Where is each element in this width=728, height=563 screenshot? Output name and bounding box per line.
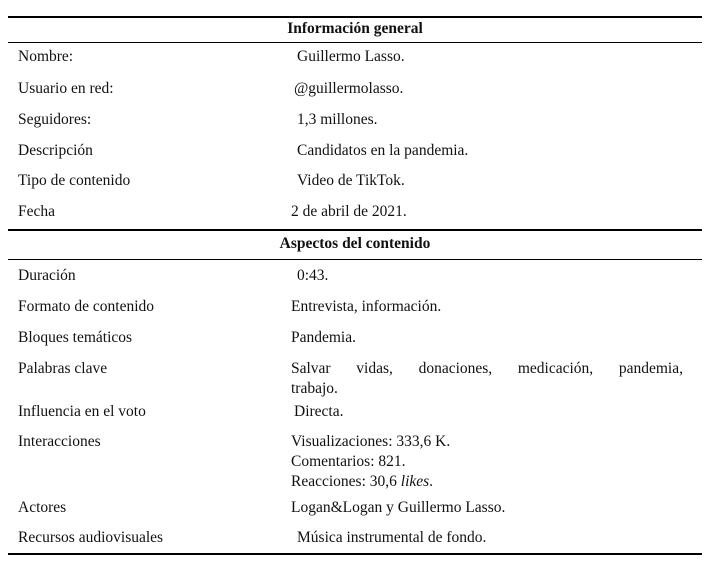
row-label-descripcion: Descripción — [18, 142, 93, 159]
header-rule-1 — [8, 42, 702, 43]
row-value-seguidores: 1,3 millones. — [297, 111, 378, 128]
row-value-fecha: 2 de abril de 2021. — [291, 203, 407, 220]
row-label-duracion: Duración — [18, 267, 76, 284]
row-value-descripcion: Candidatos en la pandemia. — [297, 142, 469, 159]
table-bottom-rule — [8, 553, 702, 555]
row-value-nombre: Guillermo Lasso. — [297, 48, 405, 65]
section-general-title: Información general — [287, 20, 423, 37]
row-value-actores: Logan&Logan y Guillermo Lasso. — [291, 499, 506, 516]
row-value-bloques: Pandemia. — [291, 329, 356, 346]
interacciones-line-3 — [291, 472, 683, 492]
header-rule-2 — [8, 259, 702, 260]
interacciones-line-1: Visualizaciones: 333,6 K. — [291, 433, 451, 450]
row-value-tipo: Video de TikTok. — [297, 172, 405, 189]
row-label-palabras: Palabras clave — [18, 360, 108, 377]
palabras-line-2: trabajo. — [291, 380, 338, 397]
row-value-usuario: @guillermolasso. — [294, 80, 404, 97]
row-value-palabras — [291, 359, 683, 399]
row-label-bloques: Bloques temáticos — [18, 329, 133, 346]
row-label-recursos: Recursos audiovisuales — [18, 529, 164, 546]
row-value-interacciones — [291, 432, 683, 492]
row-value-formato: Entrevista, información. — [291, 298, 442, 315]
row-label-nombre: Nombre: — [18, 48, 74, 65]
interacciones-line-2: Comentarios: 821. — [291, 453, 406, 470]
row-label-fecha: Fecha — [18, 203, 56, 220]
row-label-formato: Formato de contenido — [18, 298, 155, 315]
reacciones-likes: likes — [400, 473, 430, 490]
row-value-recursos: Música instrumental de fondo. — [297, 529, 487, 546]
row-label-actores: Actores — [18, 499, 67, 516]
reacciones-prefix: Reacciones: 30,6 — [291, 473, 401, 490]
row-value-influencia: Directa. — [294, 403, 344, 420]
section-divider-rule — [8, 229, 702, 231]
section-content-title: Aspectos del contenido — [279, 235, 431, 252]
row-label-interacciones: Interacciones — [18, 433, 101, 450]
row-label-influencia: Influencia en el voto — [18, 403, 146, 420]
reacciones-suffix: . — [429, 473, 434, 490]
palabras-line-1: Salvar vidas, donaciones, medicación, pandemia, — [291, 360, 683, 377]
row-label-usuario: Usuario en red: — [18, 80, 114, 97]
table-top-rule — [8, 16, 702, 18]
row-value-duracion: 0:43. — [297, 267, 329, 284]
row-label-tipo: Tipo de contenido — [18, 172, 131, 189]
row-label-seguidores: Seguidores: — [18, 111, 92, 128]
